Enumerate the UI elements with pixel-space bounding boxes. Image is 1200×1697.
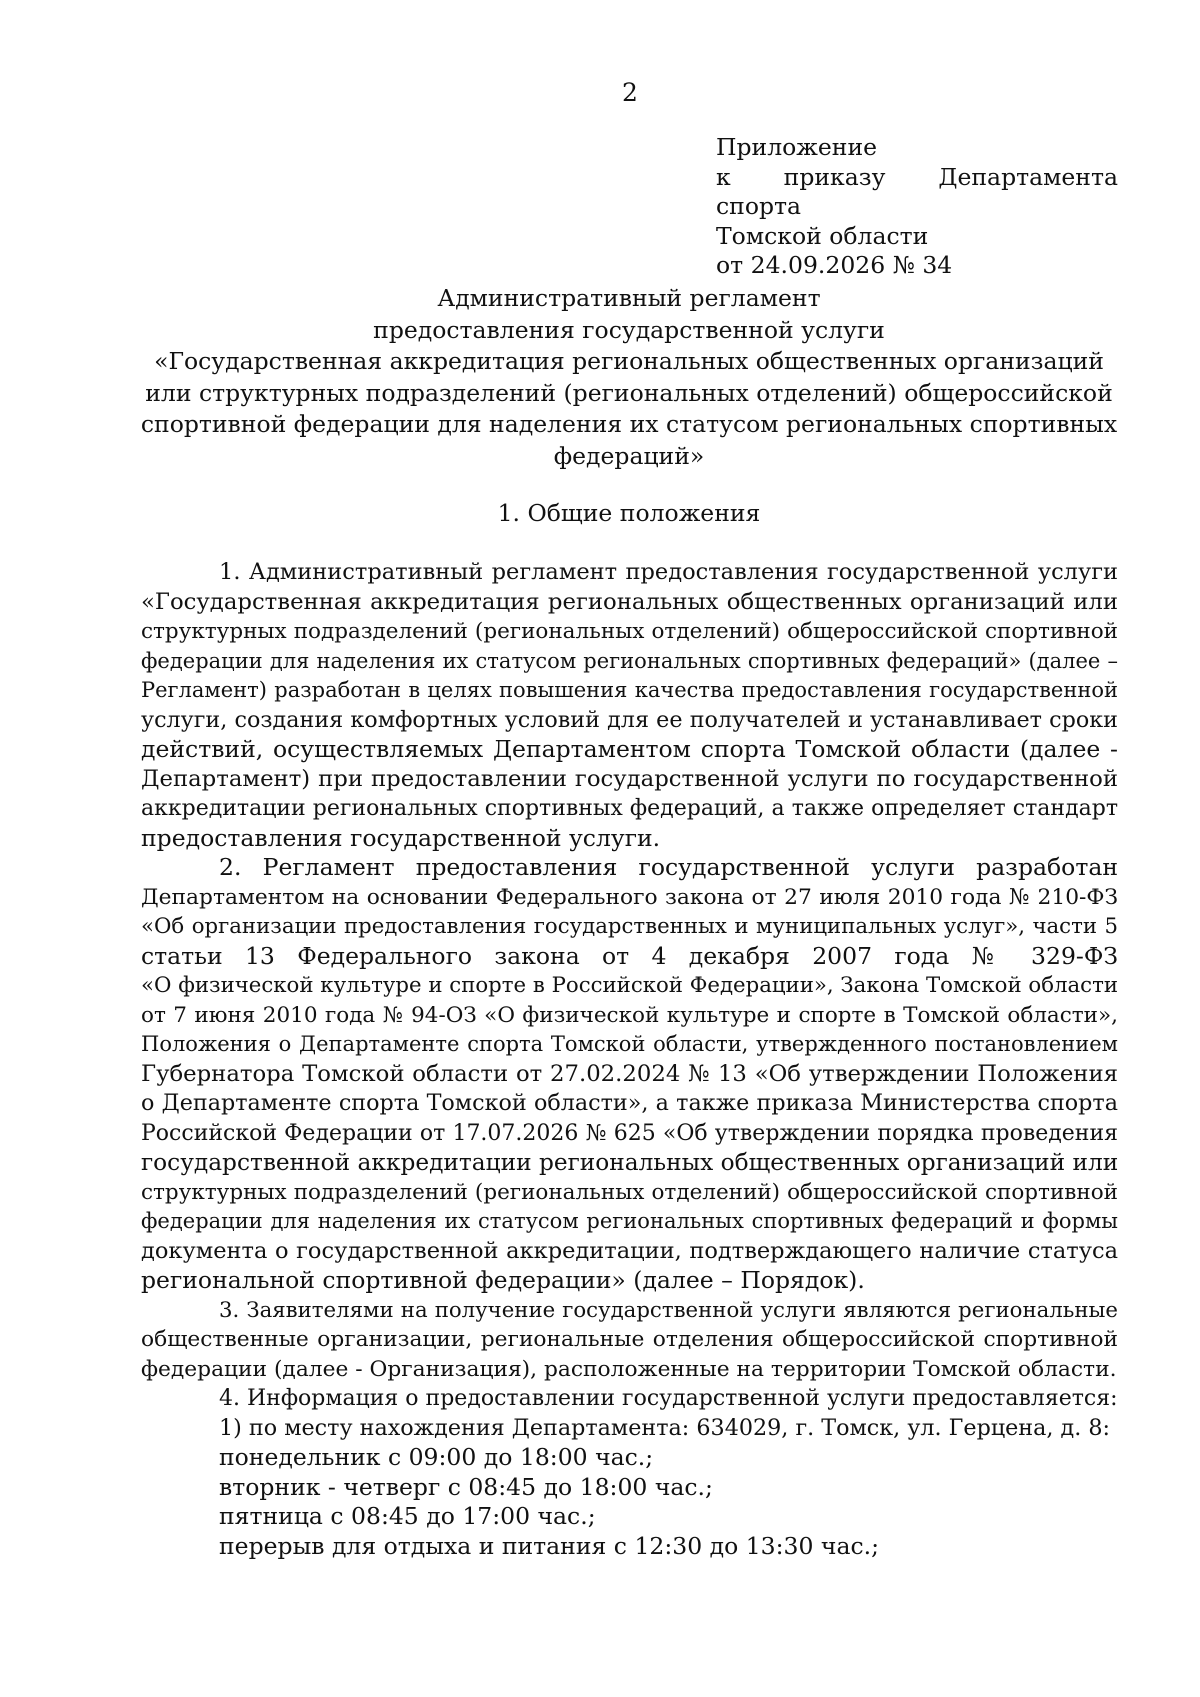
- title-line-6: федераций»: [553, 441, 705, 470]
- paragraph-2-line-14: документа о государственной аккредитации, подтверждающего наличие статуса: [141, 1237, 1118, 1264]
- paragraph-3-line-2: общественные организации, региональные отделения общероссийской спортивной: [141, 1327, 1118, 1352]
- paragraph-3-line-1: 3. Заявителями на получение государственной услуги являются региональные: [219, 1297, 1118, 1323]
- paragraph-1-line-6: услуги, создания комфортных условий для ее получателей и устанавливает сроки: [141, 706, 1118, 733]
- paragraph-2-line-4: статьи 13 Федерального закона от 4 декабря 2007 года № 329-ФЗ: [141, 941, 1118, 970]
- paragraph-1-line-8: Департамент) при предоставлении государственной услуги по государственной: [141, 765, 1118, 792]
- paragraph-1-line-9: аккредитации региональных спортивных федераций, а также определяет стандарт: [141, 796, 1118, 821]
- paragraph-2-line-3: «Об организации предоставления государственных и муниципальных услуг», части 5: [141, 914, 1118, 939]
- paragraph-4-item-1: 1) по месту нахождения Департамента: 634029, г. Томск, ул. Герцена, д. 8:: [219, 1414, 1111, 1441]
- paragraph-1-line-1: 1. Административный регламент предоставления государственной услуги: [219, 559, 1118, 585]
- paragraph-2-line-8: Губернатора Томской области от 27.02.2024 № 13 «Об утверждении Положения: [141, 1060, 1118, 1087]
- schedule-monday: понедельник с 09:00 до 18:00 час.;: [219, 1443, 654, 1471]
- title-line-1: Административный регламент: [437, 284, 821, 312]
- document-title: [140, 283, 1118, 472]
- paragraph-2-line-5: «О физической культуре и спорте в Российской Федерации», Закона Томской области: [141, 973, 1118, 998]
- paragraph-3-line-3: федерации (далее - Организация), расположенные на территории Томской области.: [141, 1356, 1117, 1382]
- paragraph-2-line-7: Положения о Департаменте спорта Томской области, утвержденного постановлением: [141, 1032, 1118, 1056]
- paragraph-1-line-7: действий, осуществляемых Департаментом спорта Томской области (далее -: [141, 735, 1118, 763]
- paragraph-2-line-13: федерации для наделения их статусом региональных спортивных федераций и формы: [141, 1209, 1118, 1233]
- section-heading: 1. Общие положения: [497, 499, 761, 527]
- title-line-3: «Государственная аккредитация региональных общественных организаций: [154, 347, 1104, 375]
- paragraph-2-line-1: 2. Регламент предоставления государственной услуги разработан: [219, 853, 1118, 881]
- paragraph-2-line-6: от 7 июня 2010 года № 94-ОЗ «О физической культуре и спорте в Томской области»,: [141, 1002, 1118, 1028]
- appendix-region-line: Томской области: [716, 221, 929, 250]
- title-line-5: спортивной федерации для наделения их статусом региональных спортивных: [140, 410, 1118, 438]
- paragraph-1-line-5: Регламент) разработан в целях повышения качества предоставления государственной: [141, 678, 1118, 702]
- appendix-date-number: от 24.09.2026 № 34: [716, 251, 953, 279]
- title-line-4: или структурных подразделений (региональных отделений) общероссийской: [145, 378, 1113, 407]
- paragraph-1-line-2: «Государственная аккредитация региональных общественных организаций или: [141, 588, 1118, 615]
- paragraph-2-line-2: Департаментом на основании Федерального закона от 27 июля 2010 года № 210-ФЗ: [141, 884, 1118, 910]
- paragraph-1-line-10: предоставления государственной услуги.: [141, 823, 661, 852]
- paragraph-1-line-4: федерации для наделения их статусом региональных спортивных федераций» (далее –: [141, 648, 1118, 673]
- schedule-tuesday-thursday: вторник - четверг с 08:45 до 18:00 час.;: [219, 1472, 713, 1501]
- paragraph-2-line-15: региональной спортивной федерации» (далее – Порядок).: [141, 1266, 865, 1294]
- schedule-friday: пятница с 08:45 до 17:00 час.;: [219, 1502, 596, 1530]
- appendix-label: Приложение: [716, 133, 878, 161]
- paragraph-2-line-9: о Департаменте спорта Томской области», а также приказа Министерства спорта: [141, 1090, 1118, 1116]
- schedule-break: перерыв для отдыха и питания с 12:30 до 13:30 час.;: [219, 1531, 880, 1560]
- appendix-order-line: к приказу Департамента спорта: [716, 162, 1118, 220]
- body-text: [141, 558, 1118, 1561]
- title-line-2: предоставления государственной услуги: [373, 315, 885, 344]
- appendix-header: [716, 133, 1118, 281]
- paragraph-2-line-12: структурных подразделений (региональных отделений) общероссийской спортивной: [141, 1179, 1118, 1205]
- page-number: 2: [622, 78, 638, 107]
- paragraph-1-line-3: структурных подразделений (региональных отделений) общероссийской спортивной: [141, 619, 1118, 644]
- paragraph-2-line-10: Российской Федерации от 17.07.2026 № 625 «Об утверждении порядка проведения: [141, 1120, 1118, 1146]
- paragraph-4-line-1: 4. Информация о предоставлении государственной услуги предоставляется:: [219, 1386, 1118, 1411]
- paragraph-2-line-11: государственной аккредитации региональных общественных организаций или: [141, 1149, 1119, 1176]
